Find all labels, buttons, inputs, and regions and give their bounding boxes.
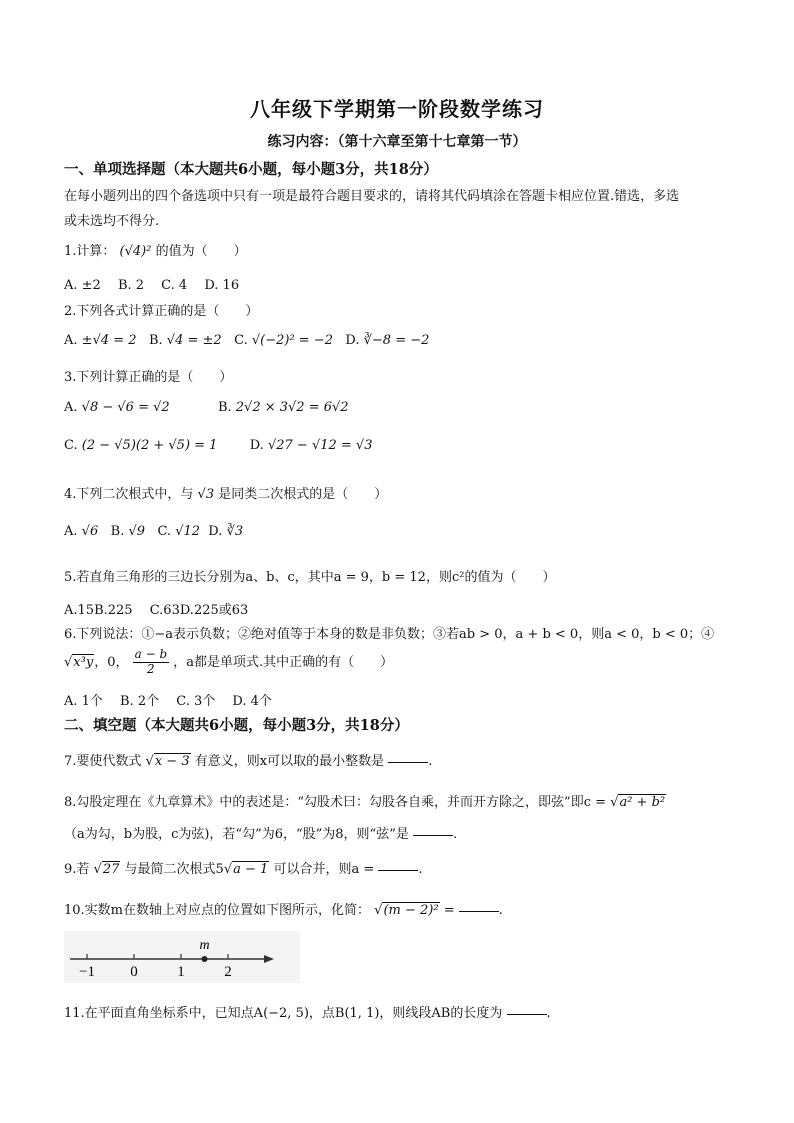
q2-b-label: B.	[148, 333, 163, 348]
q4-a-label: A.	[64, 524, 78, 539]
q2-b-expression: √4 = ±2	[166, 333, 222, 348]
q4-prefix: 4.下列二次根式中，与	[64, 487, 194, 502]
q3-b-label: B.	[217, 400, 232, 415]
q8-text1: 8.勾股定理在《九章算术》中的表述是：“勾股术曰：勾股各自乘，并而开方除之，即弦”即c =	[64, 795, 607, 810]
q6-line2: √x³y，0， $\frac{a - b}{2}$ ，a都是单项式.其中正确的有（ ）	[64, 647, 394, 676]
q2-d-expression: ∛−8 = −2	[363, 333, 430, 348]
q2-d-label: D.	[345, 333, 360, 348]
q9-suffix: 可以合并，则a =	[273, 862, 375, 877]
number-line-tick-label: 2	[224, 964, 232, 980]
q4-options	[64, 524, 243, 539]
q4-c-label: C.	[157, 524, 172, 539]
q3-a-expression: √8 − √6 = √2	[81, 400, 170, 415]
section1-instruction-line2: 或未选均不得分.	[64, 214, 160, 229]
number-line-point-m	[202, 956, 208, 962]
q10-end: .	[498, 903, 503, 918]
q6-line2-suffix: ，a都是单项式.其中正确的有（ ）	[173, 654, 394, 670]
q6-zero: ，0，	[94, 654, 129, 670]
page-subtitle: 练习内容：（第十六章至第十七章第一节）	[267, 134, 527, 150]
q2-a-label: A.	[64, 333, 78, 348]
q9-middle: 与最简二次根式5	[124, 862, 224, 877]
q10-prefix: 10.实数m在数轴上对应点的位置如下图所示，化简：	[64, 903, 371, 918]
q6-root-expression: x³y	[73, 654, 94, 670]
q11-end: .	[546, 1006, 551, 1021]
q6-fraction-denominator: 2	[147, 661, 155, 676]
q2-a-expression: ±√4 = 2	[81, 333, 137, 348]
number-line-figure	[64, 931, 300, 983]
section2-heading: 二、填空题（本大题共6小题，每小题3分，共18分）	[64, 717, 409, 734]
q4-d-expression: ∛3	[226, 524, 244, 539]
q9-expression1: 27	[102, 862, 120, 877]
q8-text2: （a为勾，b为股，c为弦)，若“勾”为6，“股”为8，则“弦”是	[64, 827, 409, 842]
q4-c-expression: √12	[175, 524, 201, 539]
q7-end: .	[428, 754, 433, 769]
q3-c-expression: (2 − √5)(2 + √5) = 1	[81, 438, 218, 453]
q3-d-label: D.	[249, 438, 264, 453]
q4-a-expression: √6	[81, 524, 99, 539]
q9-answer-blank[interactable]	[378, 869, 418, 871]
q9-end: .	[418, 862, 423, 877]
q3-b-expression: 2√2 × 3√2 = 6√2	[235, 400, 349, 415]
q7-expression: x − 3	[154, 754, 190, 769]
q3-d-expression: √27 − √12 = √3	[267, 438, 373, 453]
q11-answer-blank[interactable]	[507, 1013, 547, 1015]
q6-fraction	[133, 648, 170, 677]
q8-expression: a² + b²	[619, 795, 666, 810]
question-9: 9.若 √27 与最简二次根式5√a − 1 可以合并，则a = .	[64, 862, 423, 877]
q8-line1: 8.勾股定理在《九章算术》中的表述是：“勾股术曰：勾股各自乘，并而开方除之，即弦”即c = √a² + b²	[64, 795, 666, 810]
q1-options: A. ±2 B. 2 C. 4 D. 16	[64, 278, 240, 293]
section1-instruction-line1: 在每小题列出的四个备选项中只有一项是最符合题目要求的，请将其代码填涂在答题卡相应位置.错选，多选	[64, 189, 680, 204]
question-11	[64, 1002, 551, 1021]
q5-options: A.15B.225 C.63D.225或63	[64, 603, 249, 618]
q7-answer-blank[interactable]	[388, 761, 428, 763]
q1-prefix: 1.计算：	[64, 244, 116, 259]
q2-c-label: C.	[234, 333, 248, 348]
question-7: 7.要使代数式 √x − 3 有意义，则x可以取的最小整数是 .	[64, 754, 433, 769]
q4-b-label: B.	[110, 524, 125, 539]
question-4	[64, 483, 387, 502]
q8-answer-blank[interactable]	[413, 834, 453, 836]
q9-prefix: 9.若	[64, 862, 90, 877]
q8-end: .	[452, 827, 458, 842]
q4-b-expression: √9	[128, 524, 146, 539]
q9-expression2: a − 1	[233, 862, 269, 877]
page-title: 八年级下学期第一阶段数学练习	[250, 97, 544, 121]
q3-options-row2	[64, 438, 373, 453]
q6-options: A. 1个 B. 2个 C. 3个 D. 4个	[64, 694, 272, 709]
q11-text: 11.在平面直角坐标系中，已知点A(−2, 5)，点B(1, 1)，则线段AB的长度为	[64, 1006, 503, 1021]
q4-d-label: D.	[208, 524, 223, 539]
number-line-point-label: m	[199, 938, 210, 953]
number-line-tick-label: 1	[177, 964, 185, 980]
q2-c-expression: √(−2)² = −2	[251, 333, 333, 348]
question-10: 10.实数m在数轴上对应点的位置如下图所示，化简： √(m − 2)² = .	[64, 903, 503, 918]
q3-stem: 3.下列计算正确的是（ ）	[64, 370, 233, 385]
q8-line2	[64, 823, 457, 842]
q1-suffix: 的值为（ ）	[155, 244, 247, 259]
q7-suffix: 有意义，则x可以取的最小整数是	[194, 754, 385, 769]
q4-expression: √3	[197, 487, 215, 502]
q6-fraction-numerator: a − b	[134, 647, 168, 661]
q10-answer-blank[interactable]	[459, 910, 499, 912]
q7-prefix: 7.要使代数式	[64, 754, 142, 769]
q10-equals: =	[443, 903, 455, 918]
q3-c-label: C.	[64, 438, 78, 453]
section1-heading: 一、单项选择题（本大题共6小题，每小题3分，共18分）	[64, 161, 438, 178]
q2-options	[64, 333, 429, 348]
q6-line1: 6.下列说法：①−a表示负数；②绝对值等于本身的数是非负数；③若ab > 0，a + b < 0，则a < 0，b < 0；④	[64, 627, 715, 642]
q1-expression: (√4)²	[119, 244, 152, 259]
q3-a-label: A.	[64, 400, 78, 415]
q5-stem: 5.若直角三角形的三边长分别为a、b、c，其中a = 9，b = 12，则c²的值为（ ）	[64, 570, 556, 585]
question-1	[64, 240, 247, 259]
number-line-tick-label: 0	[130, 964, 138, 980]
q4-suffix: 是同类二次根式的是（ ）	[218, 487, 388, 502]
number-line-tick-label: −1	[79, 964, 95, 980]
q10-expression: (m − 2)²	[383, 903, 439, 918]
q3-options-row1	[64, 400, 349, 415]
q2-stem: 2.下列各式计算正确的是（ ）	[64, 304, 259, 319]
